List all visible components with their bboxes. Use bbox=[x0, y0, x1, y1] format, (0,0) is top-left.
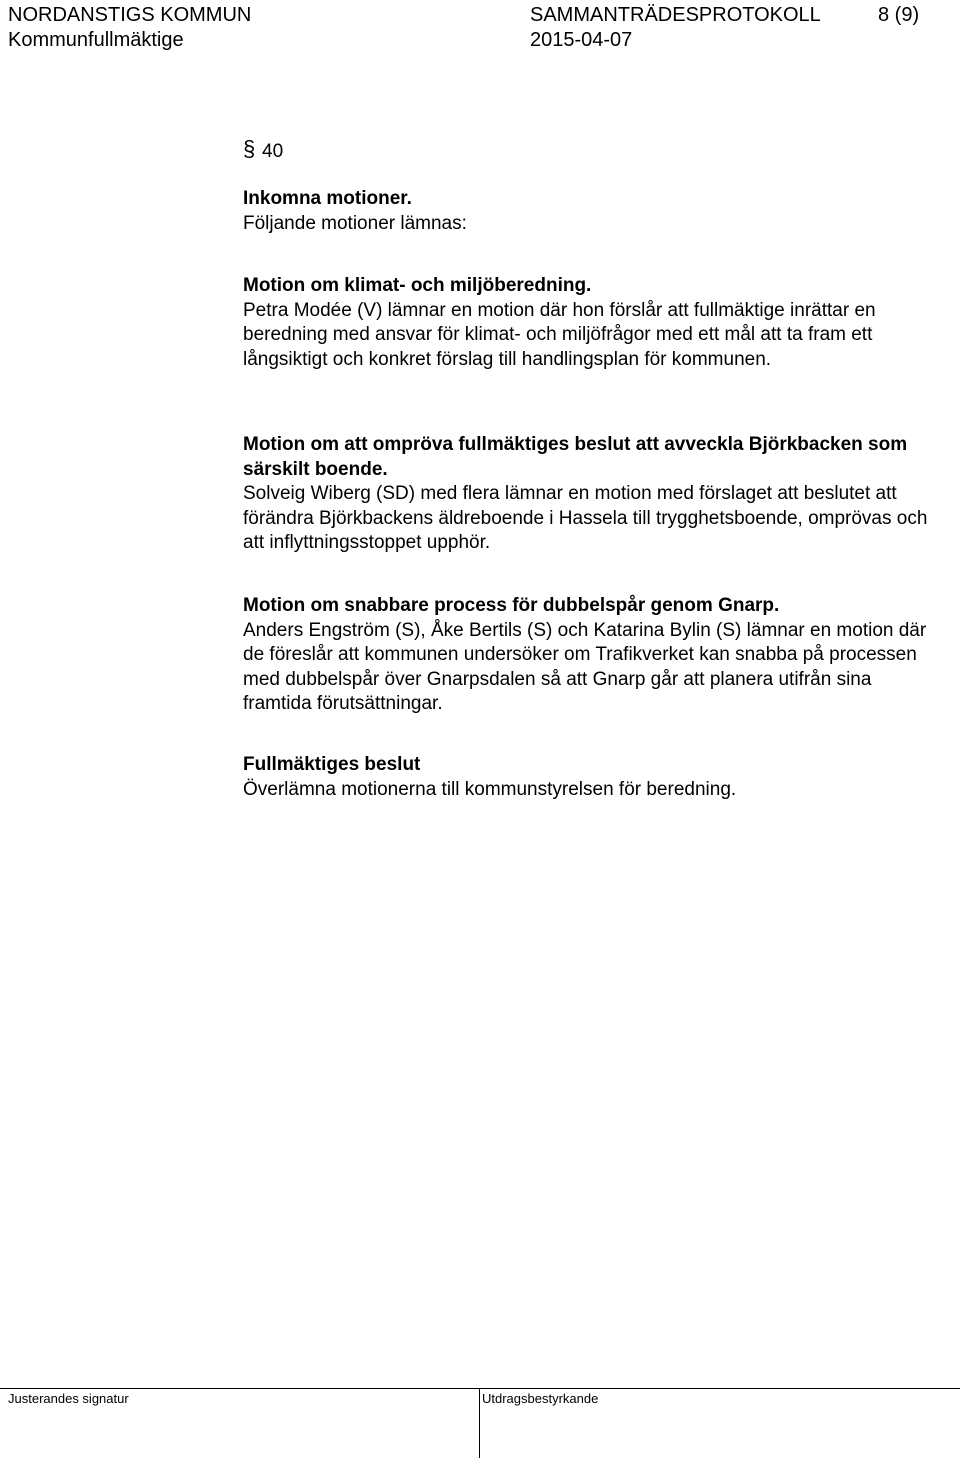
motion-block bbox=[243, 274, 943, 372]
section-number: 40 bbox=[262, 141, 284, 162]
certification-field-label: Utdragsbestyrkande bbox=[482, 1391, 599, 1406]
motion-title: Motion om snabbare process för dubbelspår genom Gnarp. bbox=[243, 595, 780, 616]
organization-name: NORDANSTIGS KOMMUN bbox=[8, 4, 252, 26]
motion-text: Solveig Wiberg (SD) med flera lämnar en motion med förslaget att beslutet att förändra Björkbackens äldreboende i Hassela till trygghetsboende, omprövas och att inflyttningsstoppet upphör. bbox=[243, 483, 928, 553]
signature-field-label: Justerandes signatur bbox=[8, 1391, 129, 1406]
motion-text: Petra Modée (V) lämnar en motion där hon förslår att fullmäktige inrättar en beredning med ansvar för klimat- och miljöfrågor med ett mål att ta fram ett långsiktigt och konkret förslag till handlingsplan för kommunen. bbox=[243, 299, 876, 370]
footer-divider bbox=[479, 1388, 480, 1458]
intro-block bbox=[243, 187, 943, 236]
footer-rule bbox=[0, 1388, 960, 1389]
document-type: SAMMANTRÄDESPROTOKOLL bbox=[530, 4, 821, 26]
motion-block bbox=[243, 594, 943, 717]
decision-block bbox=[243, 753, 943, 802]
motion-title: Motion om att ompröva fullmäktiges beslut att avveckla Björkbacken som särskilt boende. bbox=[243, 434, 908, 480]
section-symbol: § bbox=[243, 136, 256, 161]
intro-subtitle: Följande motioner lämnas: bbox=[243, 212, 467, 234]
committee-name: Kommunfullmäktige bbox=[8, 29, 184, 51]
page-number: 8 (9) bbox=[878, 4, 920, 26]
decision-text: Överlämna motionerna till kommunstyrelsen för beredning. bbox=[243, 778, 737, 800]
motion-block bbox=[243, 433, 943, 556]
intro-title: Inkomna motioner. bbox=[243, 188, 412, 209]
meeting-date: 2015-04-07 bbox=[530, 29, 633, 51]
decision-title: Fullmäktiges beslut bbox=[243, 754, 421, 775]
motion-text: Anders Engström (S), Åke Bertils (S) och Katarina Bylin (S) lämnar en motion där de föreslår att kommunen undersöker om Trafikverket kan snabba på processen med dubbelspår över Gnarpsdalen så att Gnarp går att planera utifrån sina framtida förutsättningar. bbox=[243, 619, 927, 714]
motion-title: Motion om klimat- och miljöberedning. bbox=[243, 275, 592, 296]
